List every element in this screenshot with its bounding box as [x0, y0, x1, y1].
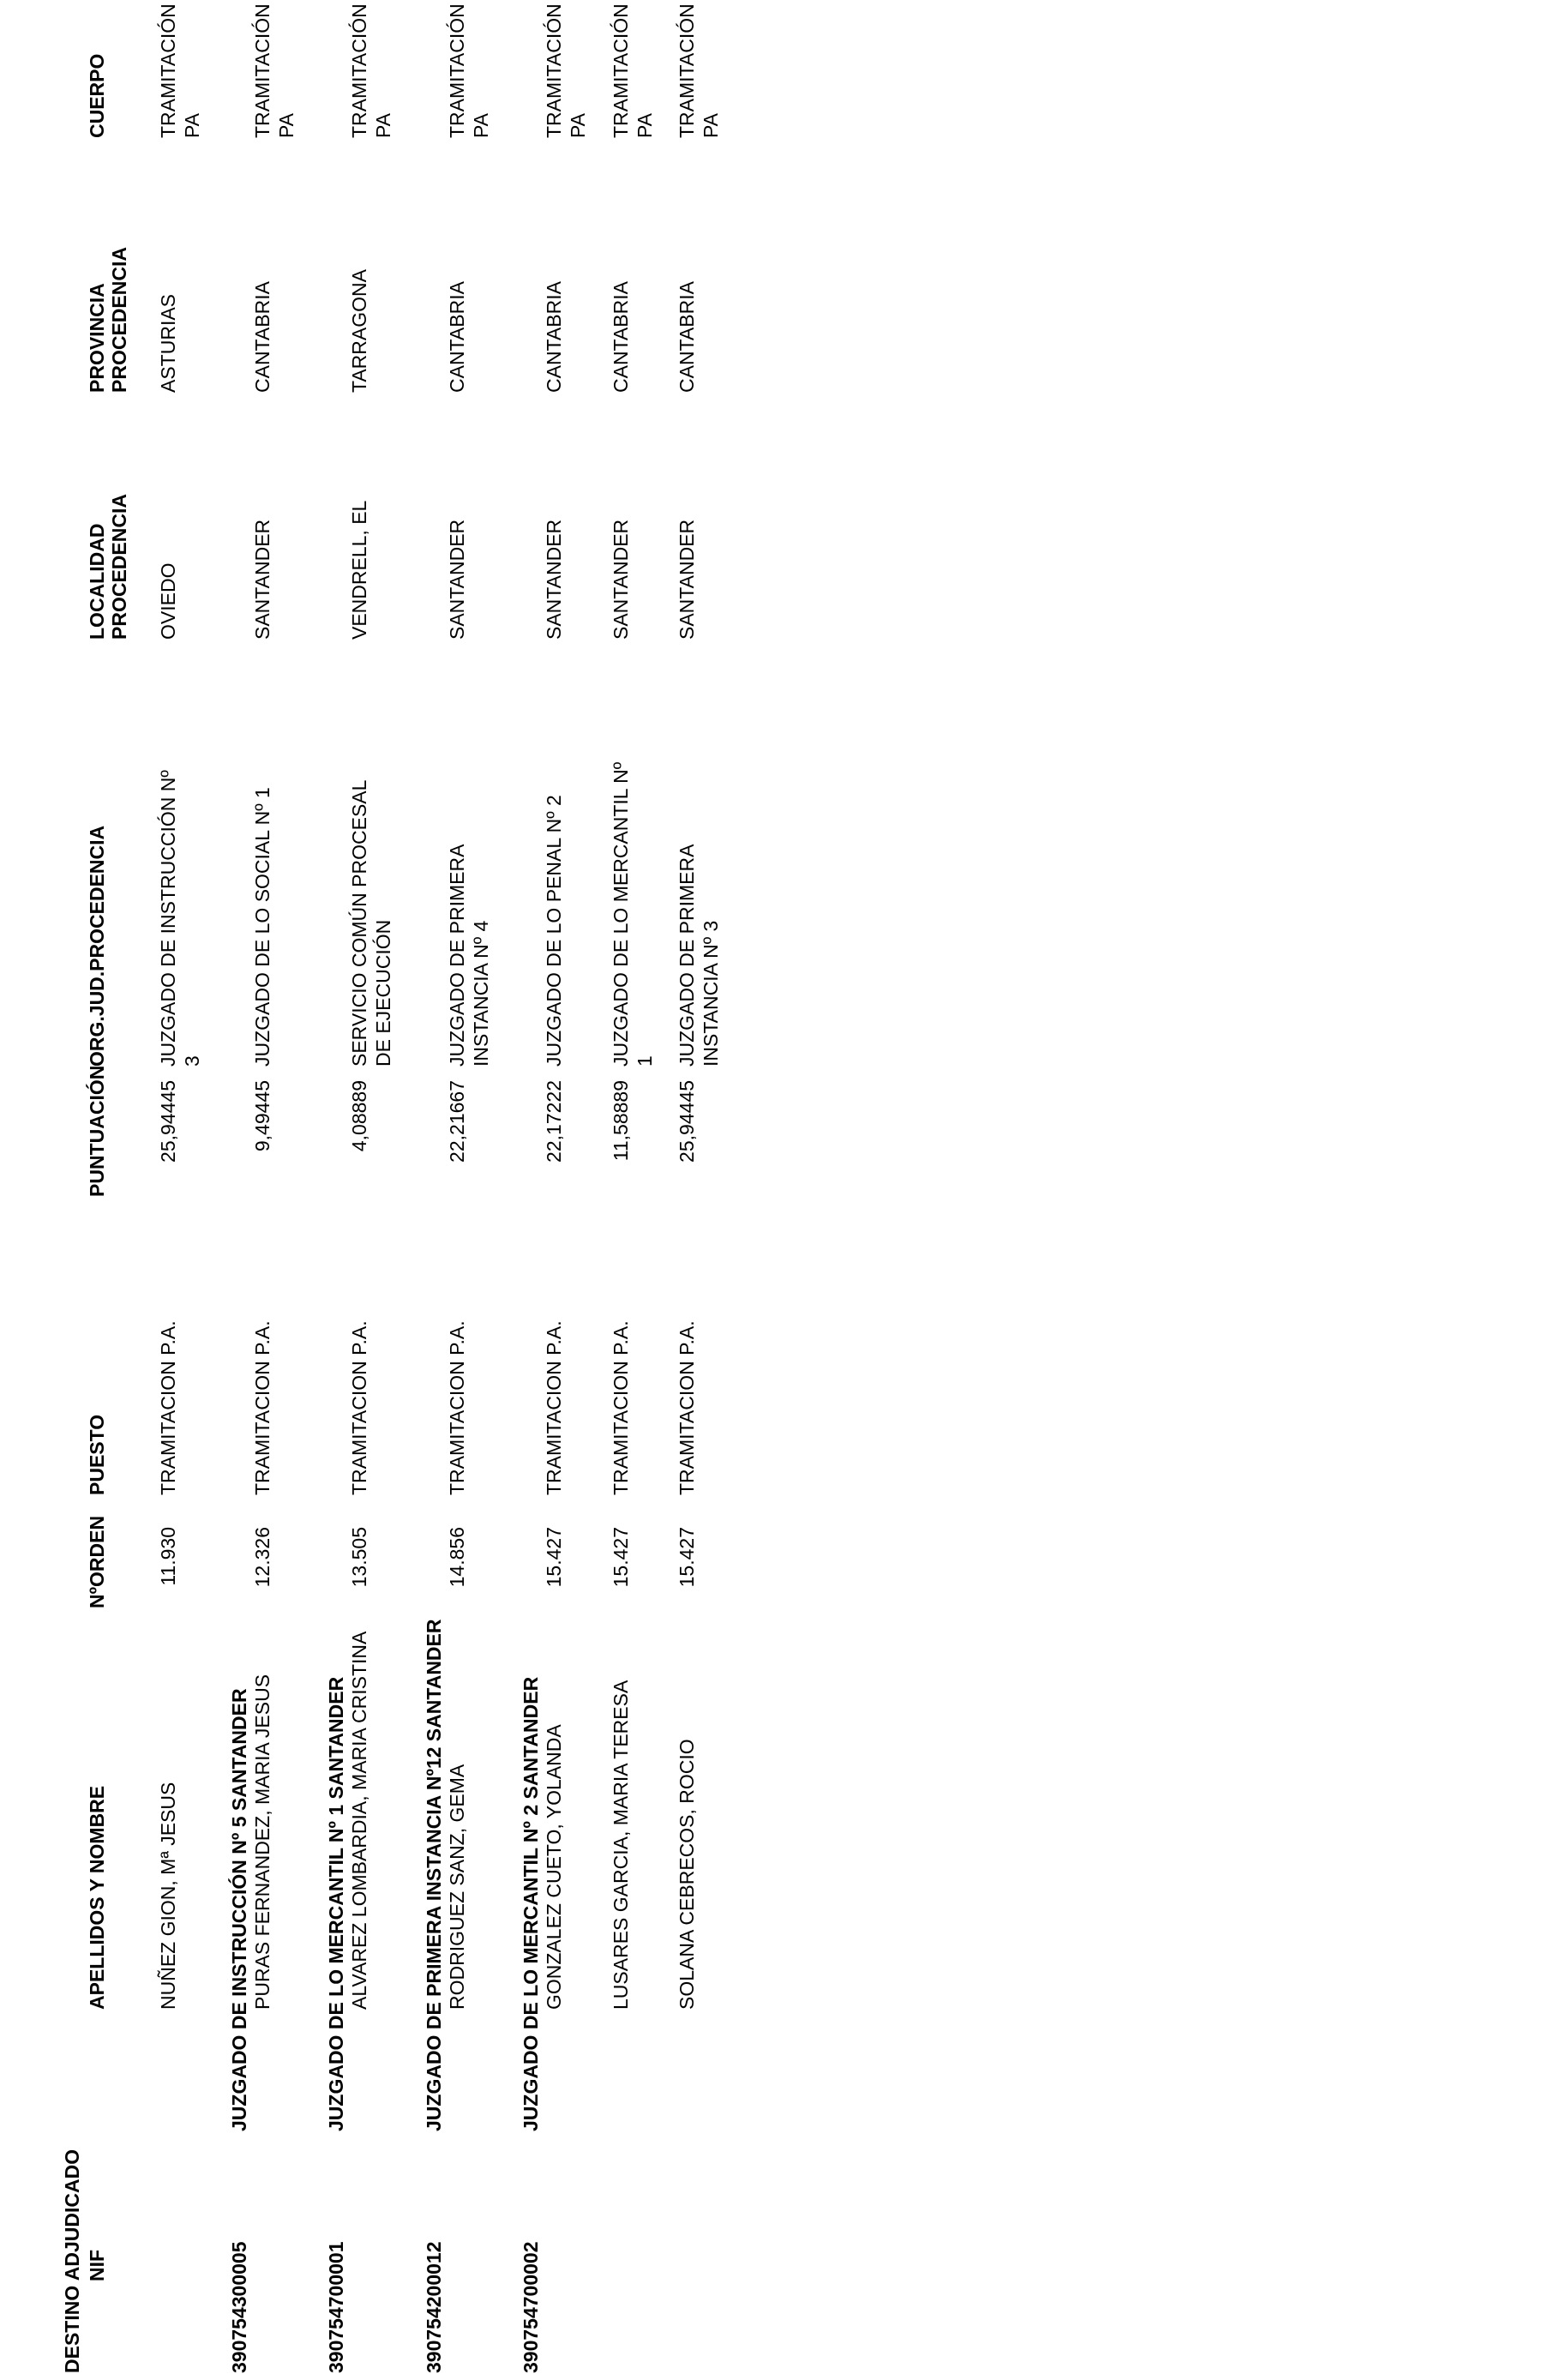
row-localidad: VENDRELL, EL	[348, 500, 370, 640]
group-name: JUZGADO DE INSTRUCCIÓN Nº 5 SANTANDER	[228, 1688, 250, 2131]
row-cuerpo-line2: PA	[470, 113, 492, 138]
row-cuerpo-line1: TRAMITACIÓN	[348, 3, 370, 138]
row-orden: 15.427	[610, 1527, 632, 1588]
row-localidad: SANTANDER	[446, 519, 468, 640]
row-orden: 15.427	[676, 1527, 698, 1588]
row-localidad: SANTANDER	[543, 519, 565, 640]
row-name: PURAS FERNANDEZ, MARIA JESUS	[251, 1674, 273, 2010]
row-org-line1: JUZGADO DE INSTRUCCIÓN Nº	[157, 770, 179, 1067]
row-org	[542, 795, 566, 1067]
row-puesto: TRAMITACION P.A.	[348, 1320, 370, 1495]
row-org	[347, 780, 395, 1067]
row-localidad: SANTANDER	[676, 519, 698, 640]
row-puesto: TRAMITACION P.A.	[251, 1320, 273, 1495]
row-orden: 15.427	[543, 1527, 565, 1588]
group-name: JUZGADO DE LO MERCANTIL Nº 2 SANTANDER	[520, 1676, 542, 2131]
row-provincia: ASTURIAS	[157, 293, 179, 393]
row-orden: 12.326	[251, 1527, 273, 1588]
row-cuerpo-line2: PA	[275, 113, 297, 138]
header-cuerpo: CUERPO	[86, 53, 108, 138]
row-cuerpo-line1: TRAMITACIÓN	[157, 3, 179, 138]
group-code: 390754700002	[520, 2241, 542, 2373]
row-puntuacion: 9,49445	[251, 1080, 273, 1152]
header-provincia	[86, 247, 130, 393]
row-org-line2: 3	[181, 1055, 203, 1067]
header-norden: NºORDEN	[86, 1515, 108, 1608]
row-cuerpo	[347, 3, 395, 138]
header-localidad-line1: LOCALIDAD	[86, 523, 108, 640]
row-org-line2: DE EJECUCIÓN	[372, 919, 394, 1067]
header-localidad-line2: PROCEDENCIA	[108, 494, 130, 640]
row-puesto: TRAMITACION P.A.	[676, 1320, 698, 1495]
row-puesto: TRAMITACION P.A.	[610, 1320, 632, 1495]
row-org	[156, 770, 204, 1067]
row-cuerpo-line1: TRAMITACIÓN	[251, 3, 273, 138]
document-title: DESTINO ADJUDICADO	[61, 2149, 83, 2373]
row-localidad: OVIEDO	[157, 562, 179, 640]
row-name: SOLANA CEBRECOS, ROCIO	[676, 1739, 698, 2010]
row-cuerpo	[445, 3, 493, 138]
row-puntuacion: 11,58889	[610, 1080, 632, 1162]
group-code: 390754200012	[423, 2241, 445, 2373]
header-provincia-line1: PROVINCIA	[86, 283, 108, 393]
row-cuerpo-line1: TRAMITACIÓN	[676, 3, 698, 138]
row-cuerpo	[156, 3, 204, 138]
row-org-line1: JUZGADO DE LO SOCIAL Nº 1	[251, 787, 273, 1067]
row-org-line1: JUZGADO DE PRIMERA	[676, 844, 698, 1067]
row-cuerpo	[609, 3, 657, 138]
row-org-line1: JUZGADO DE PRIMERA	[446, 844, 468, 1067]
row-provincia: TARRAGONA	[348, 269, 370, 393]
row-puntuacion: 25,94445	[157, 1080, 179, 1163]
row-puntuacion: 25,94445	[676, 1080, 698, 1163]
header-puesto: PUESTO	[86, 1414, 108, 1495]
row-orden: 13.505	[348, 1527, 370, 1588]
header-puntuacion: PUNTUACIÓN	[86, 1065, 108, 1197]
row-org-line2: INSTANCIA Nº 4	[470, 920, 492, 1067]
row-cuerpo-line2: PA	[700, 113, 722, 138]
row-puntuacion: 22,17222	[543, 1080, 565, 1163]
row-org-line2: 1	[634, 1055, 656, 1067]
row-cuerpo	[675, 3, 723, 138]
row-cuerpo-line2: PA	[181, 113, 203, 138]
row-org-line2: INSTANCIA Nº 3	[700, 920, 722, 1067]
row-cuerpo	[542, 3, 590, 138]
row-cuerpo-line1: TRAMITACIÓN	[446, 3, 468, 138]
row-name: NUÑEZ GION, Mª JESUS	[157, 1782, 179, 2010]
row-cuerpo-line2: PA	[567, 113, 589, 138]
row-name: ALVAREZ LOMBARDIA, MARIA CRISTINA	[348, 1631, 370, 2010]
row-provincia: CANTABRIA	[446, 281, 468, 393]
group-code: 390754300005	[228, 2241, 250, 2373]
header-orgjud: ORG.JUD.PROCEDENCIA	[86, 825, 108, 1067]
row-localidad: SANTANDER	[610, 519, 632, 640]
header-nif: NIF	[86, 2249, 108, 2281]
row-org	[250, 787, 274, 1067]
row-org	[609, 762, 657, 1067]
row-cuerpo-line2: PA	[372, 113, 394, 138]
row-puntuacion: 22,21667	[446, 1080, 468, 1163]
row-puesto: TRAMITACION P.A.	[446, 1320, 468, 1495]
row-org-line1: JUZGADO DE LO PENAL Nº 2	[543, 795, 565, 1067]
row-provincia: CANTABRIA	[251, 281, 273, 393]
row-orden: 14.856	[446, 1527, 468, 1588]
row-name: LUSARES GARCIA, MARIA TERESA	[610, 1680, 632, 2010]
group-name: JUZGADO DE LO MERCANTIL Nº 1 SANTANDER	[325, 1676, 347, 2131]
row-org	[445, 844, 493, 1067]
header-provincia-line2: PROCEDENCIA	[108, 247, 130, 393]
row-localidad: SANTANDER	[251, 519, 273, 640]
group-name: JUZGADO DE PRIMERA INSTANCIA Nº12 SANTANDER	[423, 1619, 445, 2131]
group-code: 390754700001	[325, 2241, 347, 2373]
row-puesto: TRAMITACION P.A.	[543, 1320, 565, 1495]
row-org	[675, 844, 723, 1067]
row-provincia: CANTABRIA	[543, 281, 565, 393]
row-orden: 11.930	[157, 1527, 179, 1586]
header-apellidos: APELLIDOS Y NOMBRE	[86, 1785, 108, 2010]
row-org-line1: JUZGADO DE LO MERCANTIL Nº	[610, 761, 632, 1067]
row-provincia: CANTABRIA	[610, 281, 632, 393]
row-name: RODRIGUEZ SANZ, GEMA	[446, 1764, 468, 2010]
row-puntuacion: 4,08889	[348, 1080, 370, 1152]
row-puesto: TRAMITACION P.A.	[157, 1320, 179, 1495]
row-provincia: CANTABRIA	[676, 281, 698, 393]
row-cuerpo-line1: TRAMITACIÓN	[543, 3, 565, 138]
row-cuerpo	[250, 3, 298, 138]
row-name: GONZALEZ CUETO, YOLANDA	[543, 1724, 565, 2010]
row-cuerpo-line2: PA	[634, 113, 656, 138]
row-org-line1: SERVICIO COMÚN PROCESAL	[348, 779, 370, 1067]
header-localidad	[86, 494, 130, 640]
row-cuerpo-line1: TRAMITACIÓN	[610, 3, 632, 138]
